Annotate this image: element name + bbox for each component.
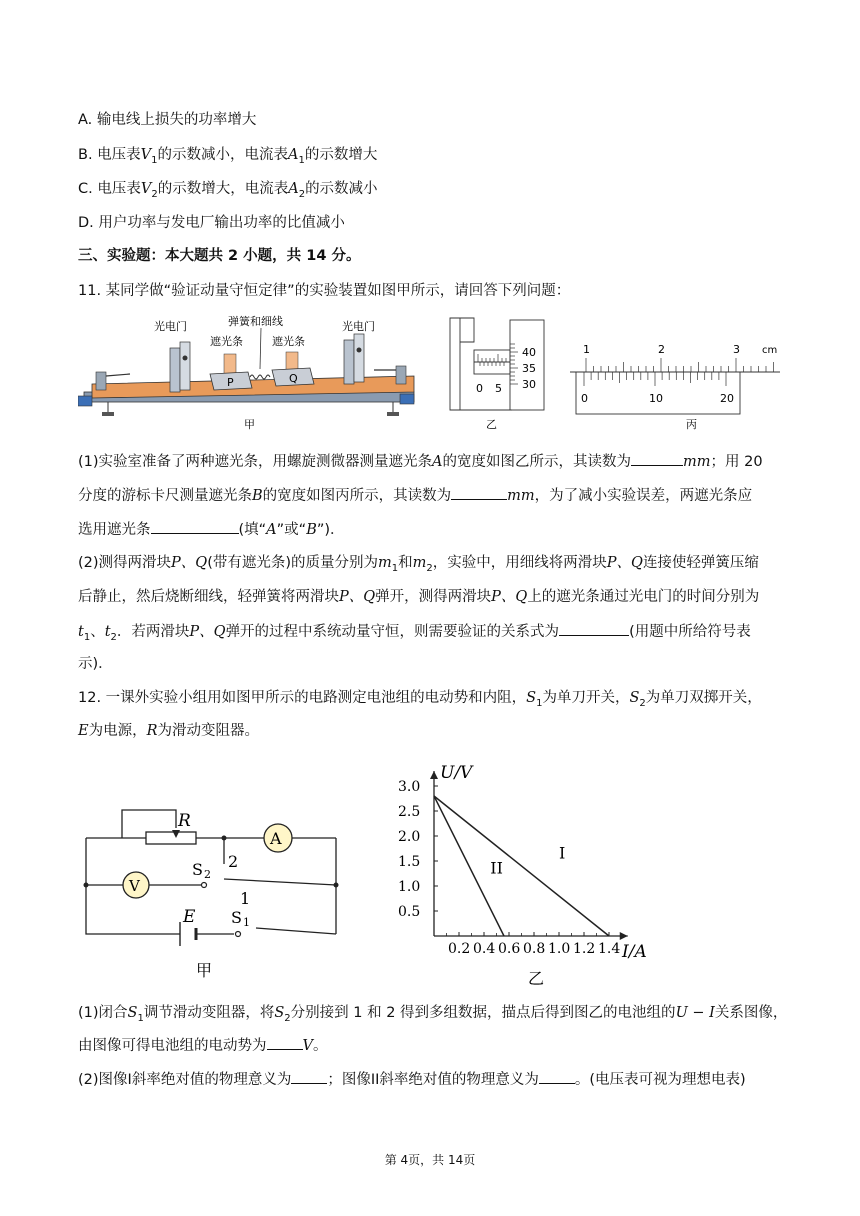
ammeter-label: A [270, 829, 282, 848]
label-shade-left: 遮光条 [210, 335, 243, 348]
sleeve-0: 0 [476, 382, 483, 395]
x-tick-label: 1.4 [598, 941, 621, 957]
y-tick-label: 0.5 [398, 904, 421, 920]
q11-part1-line1: (1)实验室准备了两种遮光条，用螺旋测微器测量遮光条A的宽度如图乙所示，其读数为 mm；用 20 [78, 451, 763, 472]
option-c: C. 电压表$V_2$的示数增大，电流表$A_2$的示数减小 [78, 181, 378, 200]
label-pos2: 2 [228, 852, 239, 871]
caption-circuit: 甲 [196, 961, 213, 980]
label-shade-right: 遮光条 [272, 335, 305, 348]
label-R: R [178, 811, 191, 831]
caption-chart: 乙 [528, 969, 545, 988]
q12-part1-line2: 由图像可得电池组的电动势为 V。 [78, 1035, 327, 1056]
y-axis-label: U/V [440, 763, 473, 783]
x-tick-label: 0.2 [448, 941, 471, 957]
series-label-II: II [490, 858, 503, 878]
q11-part2-line1: (2)测得两滑块P、Q(带有遮光条)的质量分别为$m_1$和$m_2$，实验中，用细线将两滑块P、Q连接使轻弹簧压缩 [78, 555, 759, 574]
page-footer: 第 4页，共 14页 [384, 1153, 476, 1167]
main-1: 1 [583, 343, 590, 356]
thimble-40: 40 [522, 346, 536, 359]
option-b: B. 电压表$V_1$的示数减小，电流表$A_1$的示数增大 [78, 147, 378, 166]
figure-ui-chart [388, 756, 672, 988]
sleeve-5: 5 [495, 382, 502, 395]
vernier-20: 20 [720, 392, 734, 405]
y-axis-arrow [430, 771, 438, 779]
figure-yi-micrometer [446, 314, 556, 432]
q11-part2-line4: 示)． [78, 656, 113, 672]
q11-part1-line2: 分度的游标卡尺测量遮光条B的宽度如图丙所示，其读数为 mm，为了减小实验误差，两遮光条应 [78, 485, 752, 506]
y-tick-label: 1.5 [398, 854, 421, 870]
y-tick-label: 2.5 [398, 804, 421, 820]
option-a: A. 输电线上损失的功率增大 [78, 112, 257, 128]
figure-circuit [78, 800, 348, 982]
caption-yi: 乙 [486, 418, 497, 431]
label-pos1: 1 [240, 889, 251, 908]
svg-text:1: 1 [243, 916, 250, 929]
q12-part1-line1: (1)闭合$S_1$调节滑动变阻器，将$S_2$分别接到 1 和 2 得到多组数据，描点后得到图乙的电池组的U − I关系图像， [78, 1005, 788, 1024]
y-tick-label: 2.0 [398, 829, 421, 845]
label-gate-right: 光电门 [342, 320, 375, 333]
y-tick-label: 3.0 [398, 779, 421, 795]
series-line-I [434, 796, 609, 936]
svg-text:2: 2 [204, 868, 211, 881]
caption-bing: 丙 [686, 418, 697, 431]
q11-part2-line2: 后静止，然后烧断细线，轻弹簧将两滑块P、Q弹开，测得两滑块P、Q上的遮光条通过光电门的时间分别为 [78, 589, 760, 605]
caption-jia: 甲 [244, 418, 255, 431]
unit-cm: cm [762, 345, 778, 356]
y-tick-label: 1.0 [398, 879, 421, 895]
series-label-I: I [559, 843, 566, 863]
vernier-10: 10 [649, 392, 663, 405]
x-axis-label: I/A [622, 942, 647, 962]
figure-bing-vernier [566, 340, 786, 432]
q11-part2-line3: $t_1$、$t_2$．若两滑块P、Q弹开的过程中系统动量守恒，则需要验证的关系式为 (用题中所给符号表 [78, 621, 751, 648]
x-axis-arrow [620, 932, 628, 940]
x-tick-label: 0.4 [473, 941, 496, 957]
x-tick-label: 1.0 [548, 941, 571, 957]
label-gate-left: 光电门 [154, 320, 187, 333]
x-tick-label: 0.8 [523, 941, 546, 957]
label-S1: S [231, 908, 242, 927]
option-d: D. 用户功率与发电厂输出功率的比值减小 [78, 215, 345, 231]
label-S2: S [192, 860, 203, 879]
q11-part1-line3: 选用遮光条 (填“A”或“B”)． [78, 519, 345, 540]
section-heading: 三、实验题：本大题共 2 小题，共 14 分。 [78, 248, 361, 264]
label-spring: 弹簧和细线 [228, 315, 283, 328]
block-q: Q [289, 372, 298, 385]
figure-jia-air-track [78, 314, 428, 432]
thimble-35: 35 [522, 362, 536, 375]
main-2: 2 [658, 343, 665, 356]
q11-stem: 11. 某同学做“验证动量守恒定律”的实验装置如图甲所示，请回答下列问题： [78, 283, 571, 299]
x-tick-label: 1.2 [573, 941, 596, 957]
thimble-30: 30 [522, 378, 536, 391]
main-3: 3 [733, 343, 740, 356]
block-p: P [227, 376, 234, 389]
q12-stem-line1: 12. 一课外实验小组用如图甲所示的电路测定电池组的电动势和内阻，$S_1$为单刀开关，$S_2$为单刀双掷开关， [78, 690, 762, 709]
vernier-0: 0 [581, 392, 588, 405]
x-tick-label: 0.6 [498, 941, 521, 957]
voltmeter-label: V [129, 877, 140, 895]
q12-stem-line2: E为电源，R为滑动变阻器。 [78, 723, 260, 739]
label-E: E [183, 907, 196, 927]
q12-part2: (2)图像I斜率绝对值的物理意义为 ；图像II斜率绝对值的物理意义为 。(电压表可视为理想电表) [78, 1069, 746, 1090]
